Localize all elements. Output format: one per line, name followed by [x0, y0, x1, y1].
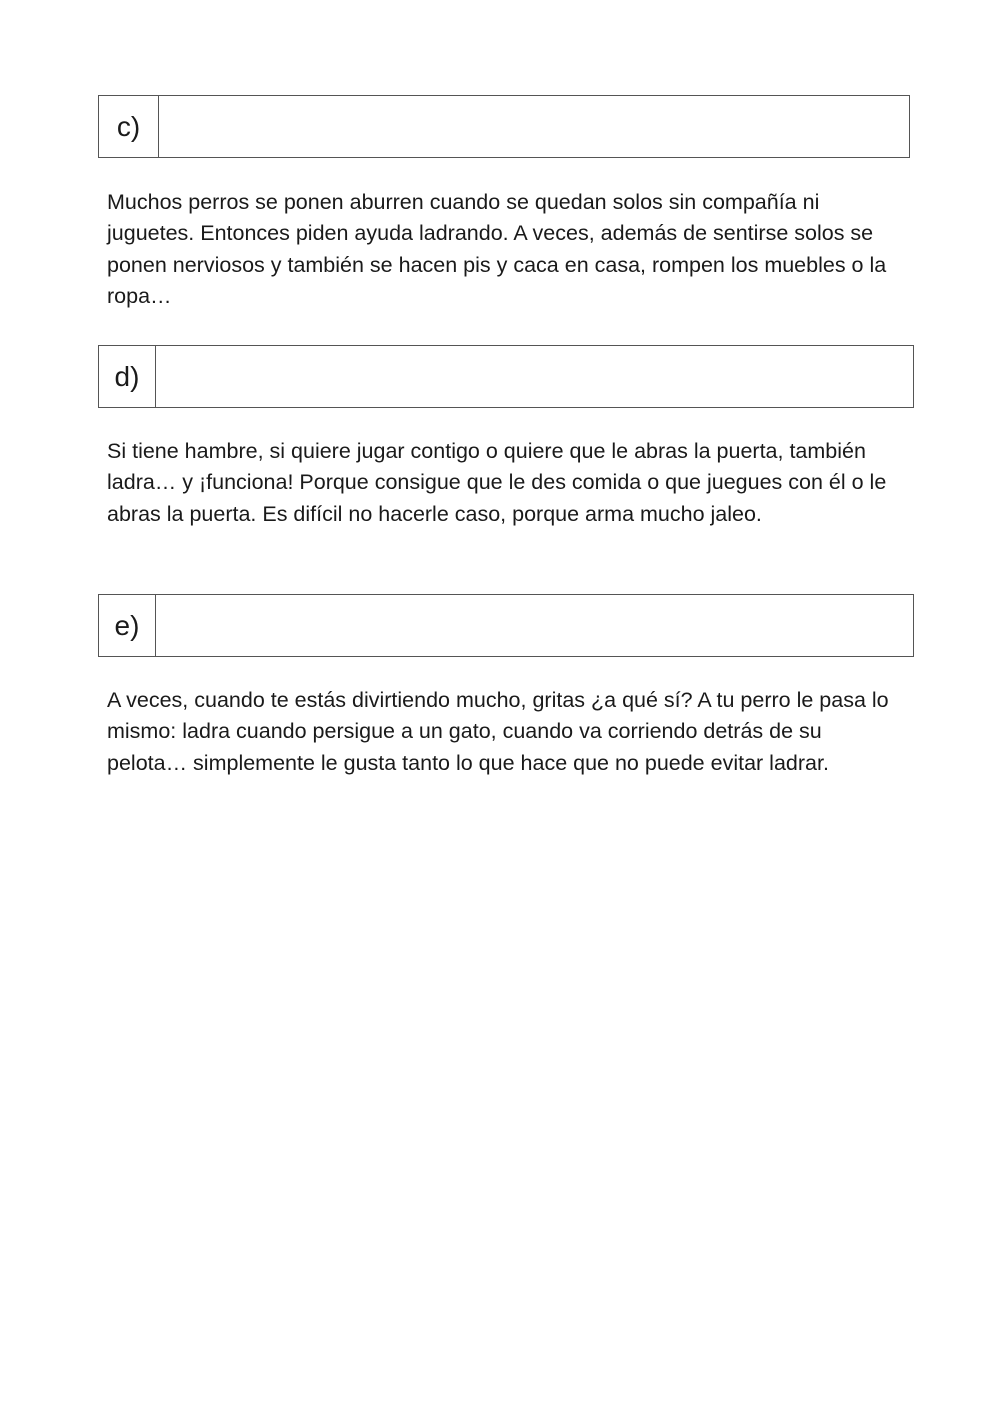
- answer-box-c: [98, 95, 910, 158]
- paragraph-e: A veces, cuando te estás divirtiendo mucho, gritas ¿a qué sí? A tu perro le pasa lo mismo: ladra cuando persigue a un gato, cuando va corriendo detrás de su pelota… simplemente le gusta tanto lo que hace que no puede evitar ladrar.: [107, 688, 889, 775]
- answer-box-d: [98, 345, 914, 408]
- answer-box-e: [98, 594, 914, 657]
- answer-input-c[interactable]: [159, 96, 909, 157]
- answer-input-d[interactable]: [156, 346, 913, 407]
- paragraph-d: Si tiene hambre, si quiere jugar contigo o quiere que le abras la puerta, también ladra… y ¡funciona! Porque consigue que le des comida o que juegues con él o le abras la puerta. Es difícil no hacerle caso, porque arma mucho jaleo.: [107, 439, 887, 526]
- answer-letter-c: c): [99, 96, 159, 157]
- answer-letter-d: d): [99, 346, 156, 407]
- paragraph-c: Muchos perros se ponen aburren cuando se quedan solos sin compañía ni juguetes. Entonces piden ayuda ladrando. A veces, además de sentirse solos se ponen nerviosos y también se hacen pis y caca en casa, rompen los muebles o la ropa…: [107, 190, 887, 308]
- answer-letter-e: e): [99, 595, 156, 656]
- answer-input-e[interactable]: [156, 595, 913, 656]
